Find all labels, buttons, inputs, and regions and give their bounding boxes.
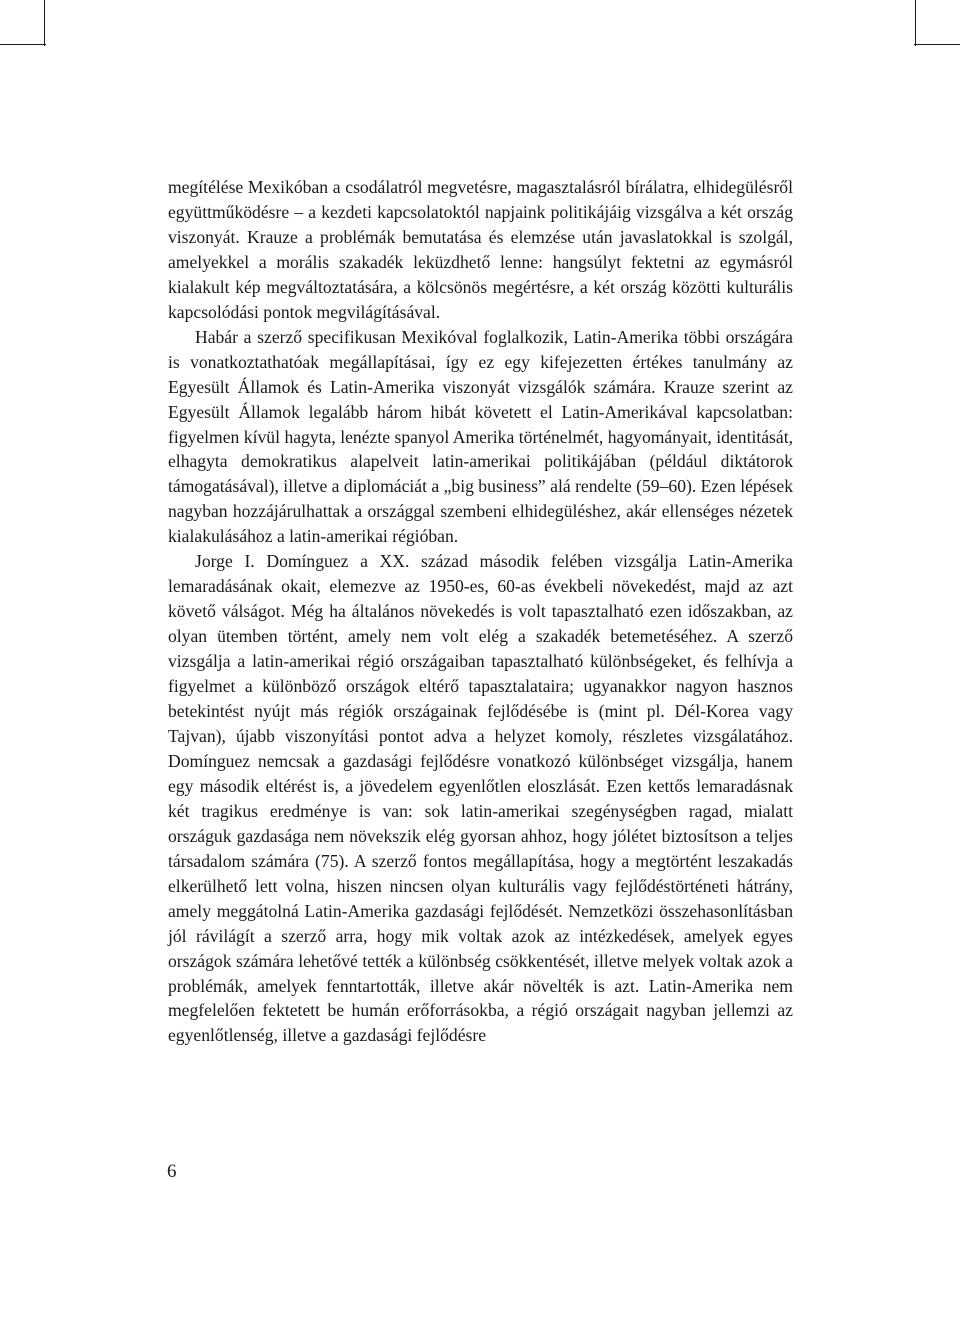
page-number: 6	[167, 1161, 177, 1182]
crop-mark-top-right-horizontal	[914, 44, 960, 45]
paragraph: Habár a szerző specifikusan Mexikóval foglalkozik, Latin-Amerika többi országára is vonatkoztathatóak megállapításai, így ez egy kifejezetten értékes tanulmány az Egyesült Államok és Latin-Amerika viszonyát vizsgálók számára. Krauze szerint az Egyesült Államok legalább három hibát követett el Latin-Amerikával kapcsolatban: figyelmen kívül hagyta, lenézte spanyol Amerika történelmét, hagyományait, identitását, elhagyta demokratikus alapelveit latin-amerikai politikájában (például diktátorok támogatásával), illetve a diplomáciát a „big business” alá rendelte (59–60). Ezen lépések nagyban hozzájárulhattak a országgal szembeni elhidegüléshez, akár ellenséges nézetek kialakulásához a latin-amerikai régióban.	[168, 326, 793, 547]
crop-mark-top-right-vertical	[915, 0, 916, 46]
body-text	[168, 175, 793, 1048]
paragraph: Jorge I. Domínguez a XX. század második felében vizsgálja Latin-Amerika lemaradásának okait, elemezve az 1950-es, 60-as évekbeli növekedést, majd az azt követő válságot. Még ha általános növekedés is volt tapasztalható ezen időszakban, az olyan ütemben történt, amely nem volt elég a szakadék betemetéséhez. A szerző vizsgálja a latin-amerikai régió országaiban tapasztalható különbségeket, és felhívja a figyelmet a különböző országok eltérő tapasztalataira; ugyanakkor nagyon hasznos betekintést nyújt más régiók országainak fejlődésébe is (mint pl. Dél-Korea vagy Tajvan), újabb viszonyítási pontot adva a helyzet komoly, részletes vizsgálatához. Domínguez nemcsak a gazdasági fejlődésre vonatkozó különbséget vizsgálja, hanem egy második eltérést is, a jövedelem egyenlőtlen eloszlását. Ezen kettős lemaradásnak két tragikus eredménye is van: sok latin-amerikai szegénységben ragad, mialatt országuk gazdasága nem növekszik elég gyorsan ahhoz, hogy jólétet biztosítson a teljes társadalom számára (75). A szerző fontos megállapítása, hogy a megtörtént leszakadás elkerülhető lett volna, hiszen nincsen olyan kulturális vagy fejlődéstörténeti hátrány, amely meggátolná Latin-Amerika gazdasági fejlődését. Nemzetközi összehasonlításban jól rávilágít a szerző arra, hogy mik voltak azok az intézkedések, amelyek egyes országok számára lehetővé tették a különbség csökkentését, illetve melyek voltak azok a problémák, amelyek fenntartották, illetve akár növelték is azt. Latin-Amerika nem megfelelően fektetett be humán erőforrásokba, a régió országait nagyban jellemzi az egyenlőtlenség, illetve a gazdasági fejlődésre	[168, 551, 793, 1046]
crop-mark-top-left-vertical	[44, 0, 45, 46]
crop-mark-top-left-horizontal	[0, 44, 46, 45]
paragraph: megítélése Mexikóban a csodálatról megvetésre, magasztalásról bírálatra, elhidegülésről együttműködésre – a kezdeti kapcsolatoktól napjaink politikájáig vizsgálva a két ország viszonyát. Krauze a problémák bemutatása és elemzése után javaslatokkal is szolgál, amelyekkel a morális szakadék leküzdhető lenne: hangsúlyt fektetni az egymásról kialakult kép megváltoztatására, a kölcsönös megértésre, a két ország közötti kulturális kapcsolódási pontok megvilágításával.	[168, 177, 793, 322]
